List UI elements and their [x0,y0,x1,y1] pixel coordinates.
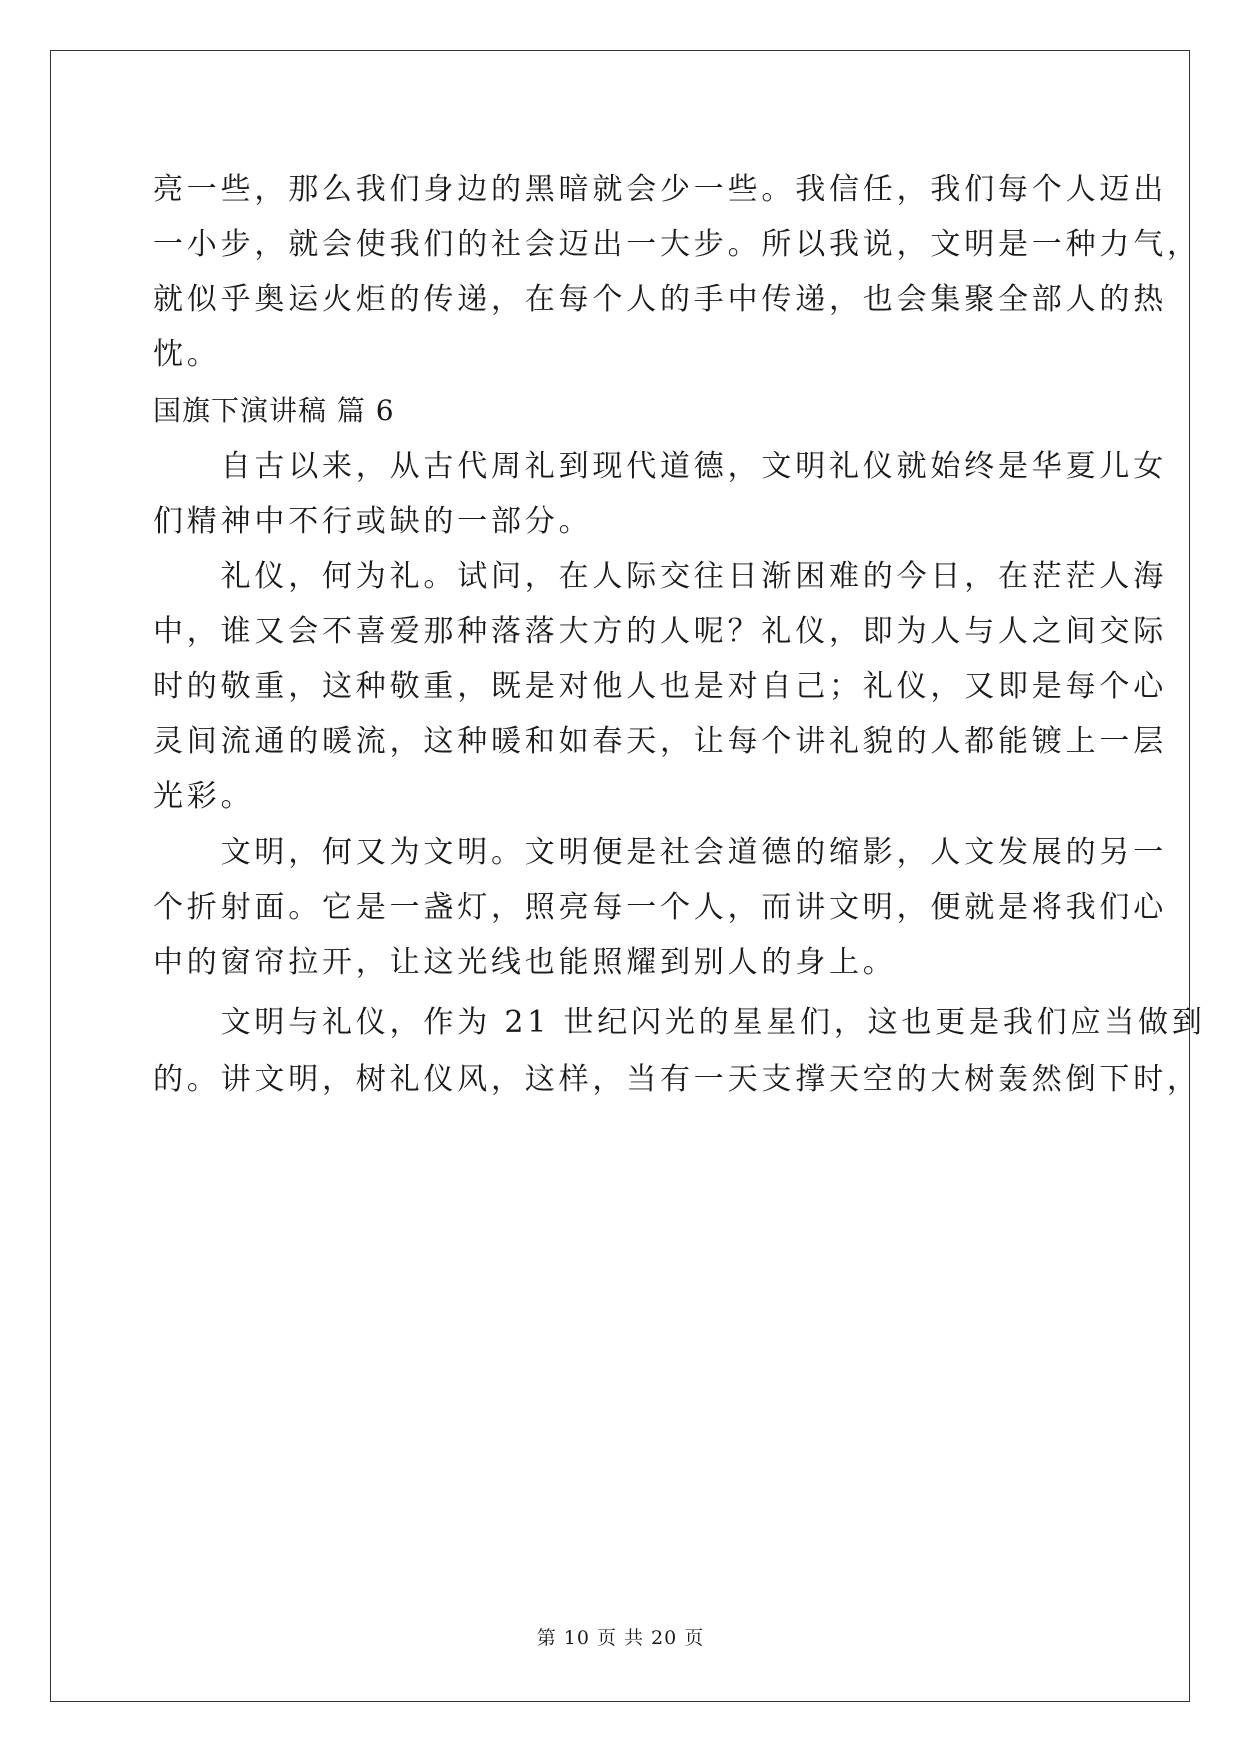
text-line: 就似乎奥运火炬的传递，在每个人的手中传递，也会集聚全部人的热 [153,282,1167,317]
text-line: 文明，何又为文明。文明便是社会道德的缩影，人文发展的另一 [153,835,1167,870]
text-line: 自古以来，从古代周礼到现代道德，文明礼仪就始终是华夏儿女 [153,449,1167,484]
text-line: 礼仪，何为礼。试问，在人际交往日渐困难的今日，在茫茫人海 [153,559,1167,594]
text-line: 中的窗帘拉开，让这光线也能照耀到别人的身上。 [153,945,897,980]
text-line: 文明与礼仪，作为 21 世纪闪光的星星们，这也更是我们应当做到 [153,1005,1206,1040]
section-heading: 国旗下演讲稿 篇 6 [153,394,395,427]
text-line: 亮一些，那么我们身边的黑暗就会少一些。我信任，我们每个人迈出 [153,172,1167,207]
text-line: 们精神中不行或缺的一部分。 [153,504,593,539]
text-line: 一小步，就会使我们的社会迈出一大步。所以我说，文明是一种力气， [153,227,1201,262]
text-line: 忱。 [153,337,221,372]
text-line: 中，谁又会不喜爱那种落落大方的人呢？礼仪，即为人与人之间交际 [153,614,1167,649]
text-line: 时的敬重，这种敬重，既是对他人也是对自己；礼仪，又即是每个心 [153,669,1167,704]
text-line: 个折射面。它是一盏灯，照亮每一个人，而讲文明，便就是将我们心 [153,890,1167,925]
text-line: 灵间流通的暖流，这种暖和如春天，让每个讲礼貌的人都能镀上一层 [153,724,1167,759]
text-line: 光彩。 [153,779,255,814]
text-line: 的。讲文明，树礼仪风，这样，当有一天支撑天空的大树轰然倒下时， [153,1062,1201,1097]
page-footer: 第 10 页 共 20 页 [536,1627,705,1649]
